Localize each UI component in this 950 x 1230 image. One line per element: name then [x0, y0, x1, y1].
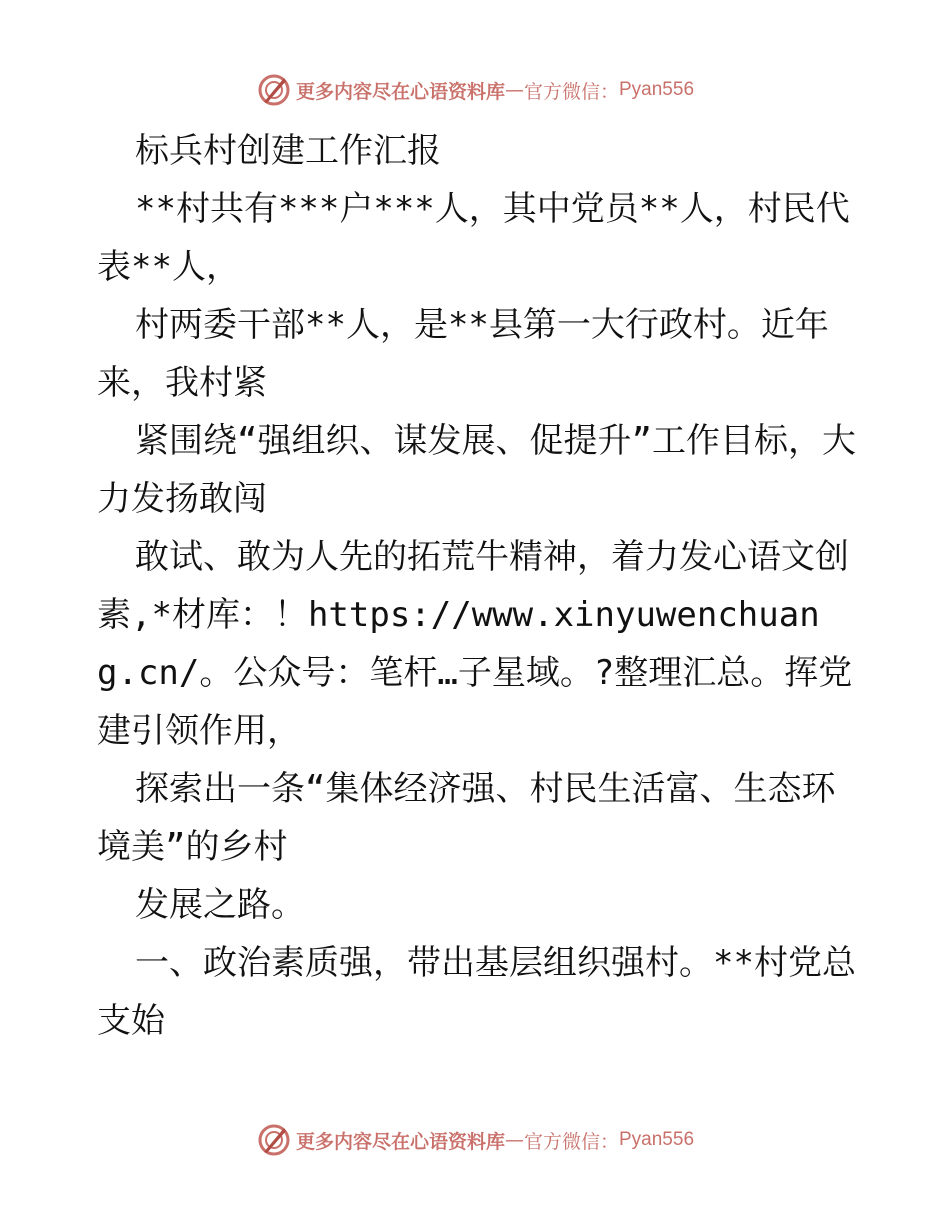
- banner-dash: —: [504, 79, 524, 101]
- banner-wechat-id: Pyan556: [619, 1129, 695, 1150]
- banner-dash: —: [504, 1129, 524, 1151]
- paragraph: **村共有***户***人，其中党员**人，村民代表**人，: [97, 189, 850, 287]
- banner-title: 更多内容尽在心语资料库: [295, 1130, 505, 1153]
- banner-title: 更多内容尽在心语资料库: [295, 80, 505, 103]
- paragraph: 发展之路。: [135, 885, 305, 925]
- paragraph: 紧围绕“强组织、谋发展、促提升”工作目标，大力发扬敢闯: [97, 421, 856, 519]
- paragraph-title: 标兵村创建工作汇报: [135, 131, 441, 171]
- header-banner: [0, 70, 950, 110]
- banner-wechat-id: Pyan556: [619, 79, 695, 100]
- quill-logo-icon: [256, 1122, 292, 1158]
- paragraph: 村两委干部**人，是**县第一大行政村。近年来，我村紧: [97, 305, 829, 403]
- banner-wechat-label: 官方微信：: [523, 80, 619, 103]
- quill-logo-icon: [256, 72, 292, 108]
- banner-wechat-label: 官方微信：: [523, 1130, 619, 1153]
- paragraph: 一、政治素质强，带出基层组织强村。**村党总支始: [97, 943, 856, 1041]
- document-body: [97, 122, 857, 1050]
- footer-banner: [0, 1120, 950, 1160]
- paragraph: 探索出一条“集体经济强、村民生活富、生态环境美”的乡村: [97, 769, 836, 867]
- paragraph: 敢试、敢为人先的拓荒牛精神，着力发心语文创素,*材库：！https://www.xinyuwenchuang.cn/。公众号：笔杆…子星域。?整理汇总。挥党建引领作用，: [97, 537, 853, 751]
